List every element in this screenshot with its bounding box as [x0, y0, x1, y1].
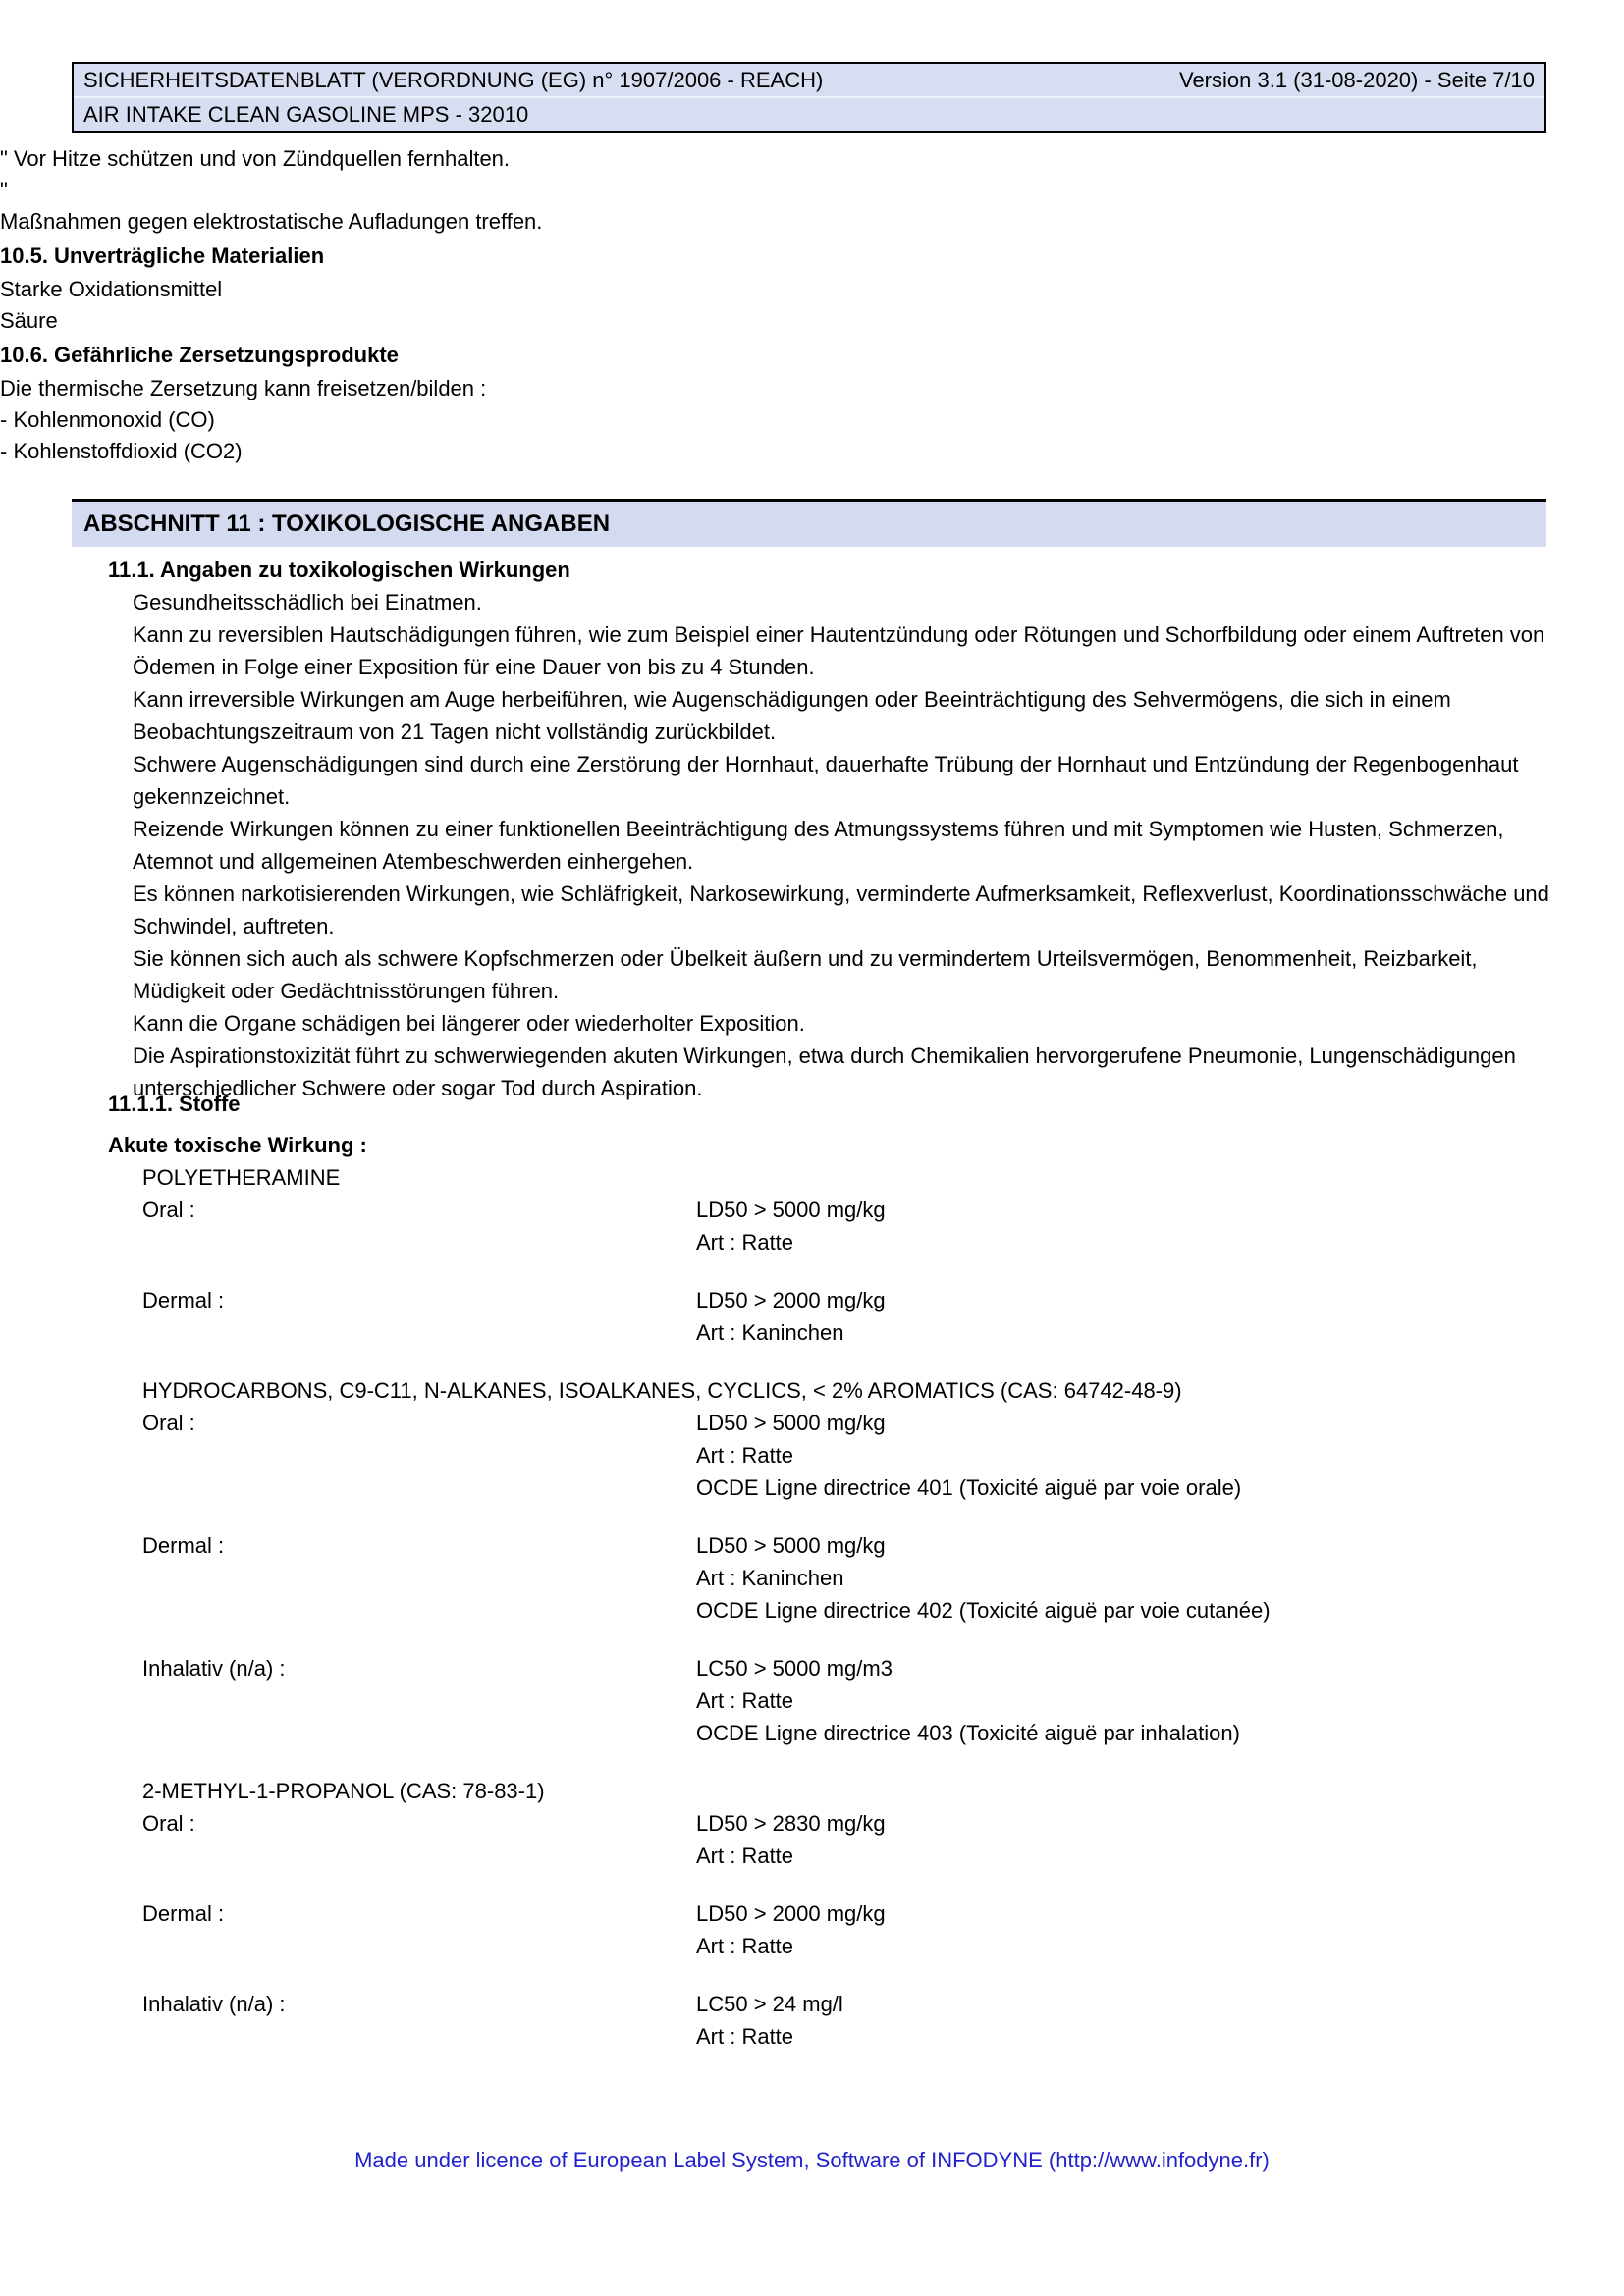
tox-row — [142, 1988, 1571, 2053]
tox-value: Art : Kaninchen — [696, 1320, 844, 1345]
tox-row-values — [696, 1807, 886, 1872]
list-line: - Kohlenmonoxid (CO) — [0, 407, 215, 432]
tox-row-label: Inhalativ (n/a) : — [142, 1992, 286, 2016]
tox-row — [142, 1807, 1571, 1872]
tox-value: Art : Ratte — [696, 1688, 794, 1713]
section-11-1-paragraphs — [133, 586, 1566, 1104]
section-11-band-title: ABSCHNITT 11 : TOXIKOLOGISCHE ANGABEN — [83, 510, 611, 537]
section-10-content — [0, 143, 1571, 467]
tox-row — [142, 1529, 1571, 1627]
tox-row — [142, 1897, 1571, 1962]
substance-block — [142, 1775, 1571, 2053]
tox-value: OCDE Ligne directrice 403 (Toxicité aiguë par inhalation) — [696, 1721, 1240, 1745]
tox-row — [142, 1407, 1571, 1504]
tox-row-values — [696, 1897, 886, 1962]
pre-line: " — [0, 178, 8, 202]
tox-value: LC50 > 5000 mg/m3 — [696, 1656, 893, 1681]
acute-toxicity-heading: Akute toxische Wirkung : — [108, 1133, 367, 1157]
section-11-1-1 — [0, 1088, 1571, 2078]
tox-value: Art : Ratte — [696, 1843, 794, 1868]
header-title: SICHERHEITSDATENBLATT (VERORDNUNG (EG) n° 1907/2006 - REACH) — [83, 68, 824, 92]
footer-text: Made under licence of European Label System, Software of INFODYNE (http://www.infodyne.fr) — [354, 2148, 1270, 2172]
tox-row — [142, 1284, 1571, 1349]
substance-block — [142, 1374, 1571, 1749]
heading-11-1: 11.1. Angaben zu toxikologischen Wirkungen — [108, 558, 570, 582]
tox-row-values — [696, 1988, 843, 2053]
tox-row-label: Oral : — [142, 1198, 195, 1222]
paragraph: Reizende Wirkungen können zu einer funktionellen Beeinträchtigung des Atmungssystems führen und mit Symptomen wie Husten, Schmerzen, Atemnot und allgemeinen Atembeschwerden einhergehen. — [133, 817, 1504, 874]
substance-block — [142, 1161, 1571, 1349]
tox-row-label: Dermal : — [142, 1288, 225, 1312]
tox-row-label: Dermal : — [142, 1533, 225, 1558]
tox-row-label: Dermal : — [142, 1901, 225, 1926]
document-header — [72, 62, 1546, 133]
tox-value: Art : Ratte — [696, 1230, 794, 1255]
tox-value: Art : Ratte — [696, 1934, 794, 1958]
tox-row-label: Oral : — [142, 1411, 195, 1435]
footer — [0, 2144, 1624, 2176]
tox-row-values — [696, 1652, 1240, 1749]
paragraph: Gesundheitsschädlich bei Einatmen. — [133, 590, 482, 614]
tox-row-values — [696, 1407, 1241, 1504]
paragraph: Kann die Organe schädigen bei längerer oder wiederholter Exposition. — [133, 1011, 805, 1036]
header-product-name: AIR INTAKE CLEAN GASOLINE MPS - 32010 — [83, 102, 529, 127]
paragraph: Sie können sich auch als schwere Kopfschmerzen oder Übelkeit äußern und zu vermindertem Urteilsvermögen, Benommenheit, Reizbarkeit, Müdigkeit oder Gedächtnisstörungen führen. — [133, 946, 1478, 1003]
tox-row-label: Oral : — [142, 1811, 195, 1836]
tox-value: LD50 > 2830 mg/kg — [696, 1811, 886, 1836]
tox-row-label: Inhalativ (n/a) : — [142, 1656, 286, 1681]
list-line: - Kohlenstoffdioxid (CO2) — [0, 439, 243, 463]
tox-value: Art : Kaninchen — [696, 1566, 844, 1590]
tox-value: Art : Ratte — [696, 1443, 794, 1468]
tox-row-values — [696, 1284, 886, 1349]
tox-row — [142, 1194, 1571, 1258]
header-version-page: Version 3.1 (31-08-2020) - Seite 7/10 — [1178, 68, 1535, 92]
heading-10-5: 10.5. Unverträgliche Materialien — [0, 243, 325, 268]
tox-row — [142, 1652, 1571, 1749]
tox-row-values — [696, 1194, 886, 1258]
substance-name: HYDROCARBONS, C9-C11, N-ALKANES, ISOALKANES, CYCLICS, < 2% AROMATICS (CAS: 64742-48-9) — [142, 1378, 1182, 1403]
header-row-2 — [74, 98, 1544, 131]
heading-10-6: 10.6. Gefährliche Zersetzungsprodukte — [0, 343, 399, 367]
tox-value: LD50 > 5000 mg/kg — [696, 1533, 886, 1558]
list-line: Säure — [0, 308, 58, 333]
pre-line: " Vor Hitze schützen und von Zündquellen fernhalten. — [0, 146, 511, 171]
tox-value: LD50 > 2000 mg/kg — [696, 1901, 886, 1926]
heading-11-1-1: 11.1.1. Stoffe — [108, 1092, 241, 1116]
tox-value: OCDE Ligne directrice 402 (Toxicité aiguë par voie cutanée) — [696, 1598, 1271, 1623]
paragraph: Schwere Augenschädigungen sind durch eine Zerstörung der Hornhaut, dauerhafte Trübung der Hornhaut und Entzündung der Regenbogenhaut gekennzeichnet. — [133, 752, 1519, 809]
section-11-band — [72, 499, 1546, 547]
paragraph: Es können narkotisierenden Wirkungen, wie Schläfrigkeit, Narkosewirkung, verminderte Aufmerksamkeit, Reflexverlust, Koordinationsschwäche und Schwindel, auftreten. — [133, 881, 1549, 938]
tox-row-values — [696, 1529, 1271, 1627]
substance-name: POLYETHERAMINE — [142, 1165, 341, 1190]
pre-line: Maßnahmen gegen elektrostatische Aufladungen treffen. — [0, 209, 543, 234]
list-line: Die thermische Zersetzung kann freisetzen/bilden : — [0, 376, 487, 400]
paragraph: Kann irreversible Wirkungen am Auge herbeiführen, wie Augenschädigungen oder Beeinträchtigung des Sehvermögens, die sich in einem Beobachtungszeitraum von 21 Tagen nicht vollständig zurückbildet. — [133, 687, 1451, 744]
header-row-1 — [74, 64, 1544, 98]
substance-name: 2-METHYL-1-PROPANOL (CAS: 78-83-1) — [142, 1779, 545, 1803]
list-line: Starke Oxidationsmittel — [0, 277, 223, 301]
substance-list — [142, 1161, 1571, 2053]
tox-value: OCDE Ligne directrice 401 (Toxicité aiguë par voie orale) — [696, 1475, 1242, 1500]
paragraph: Kann zu reversiblen Hautschädigungen führen, wie zum Beispiel einer Hautentzündung oder Rötungen und Schorfbildung oder einem Auftreten von Ödemen in Folge einer Exposition für eine Dauer von bis zu 4 Stunden. — [133, 622, 1545, 679]
tox-value: LD50 > 2000 mg/kg — [696, 1288, 886, 1312]
paragraph: Die Aspirationstoxizität führt zu schwerwiegenden akuten Wirkungen, etwa durch Chemikalien hervorgerufene Pneumonie, Lungenschädigungen unterschiedlicher Schwere oder sogar Tod durch Aspiration. — [133, 1043, 1516, 1100]
tox-value: Art : Ratte — [696, 2024, 794, 2049]
tox-value: LD50 > 5000 mg/kg — [696, 1198, 886, 1222]
tox-value: LC50 > 24 mg/l — [696, 1992, 843, 2016]
tox-value: LD50 > 5000 mg/kg — [696, 1411, 886, 1435]
